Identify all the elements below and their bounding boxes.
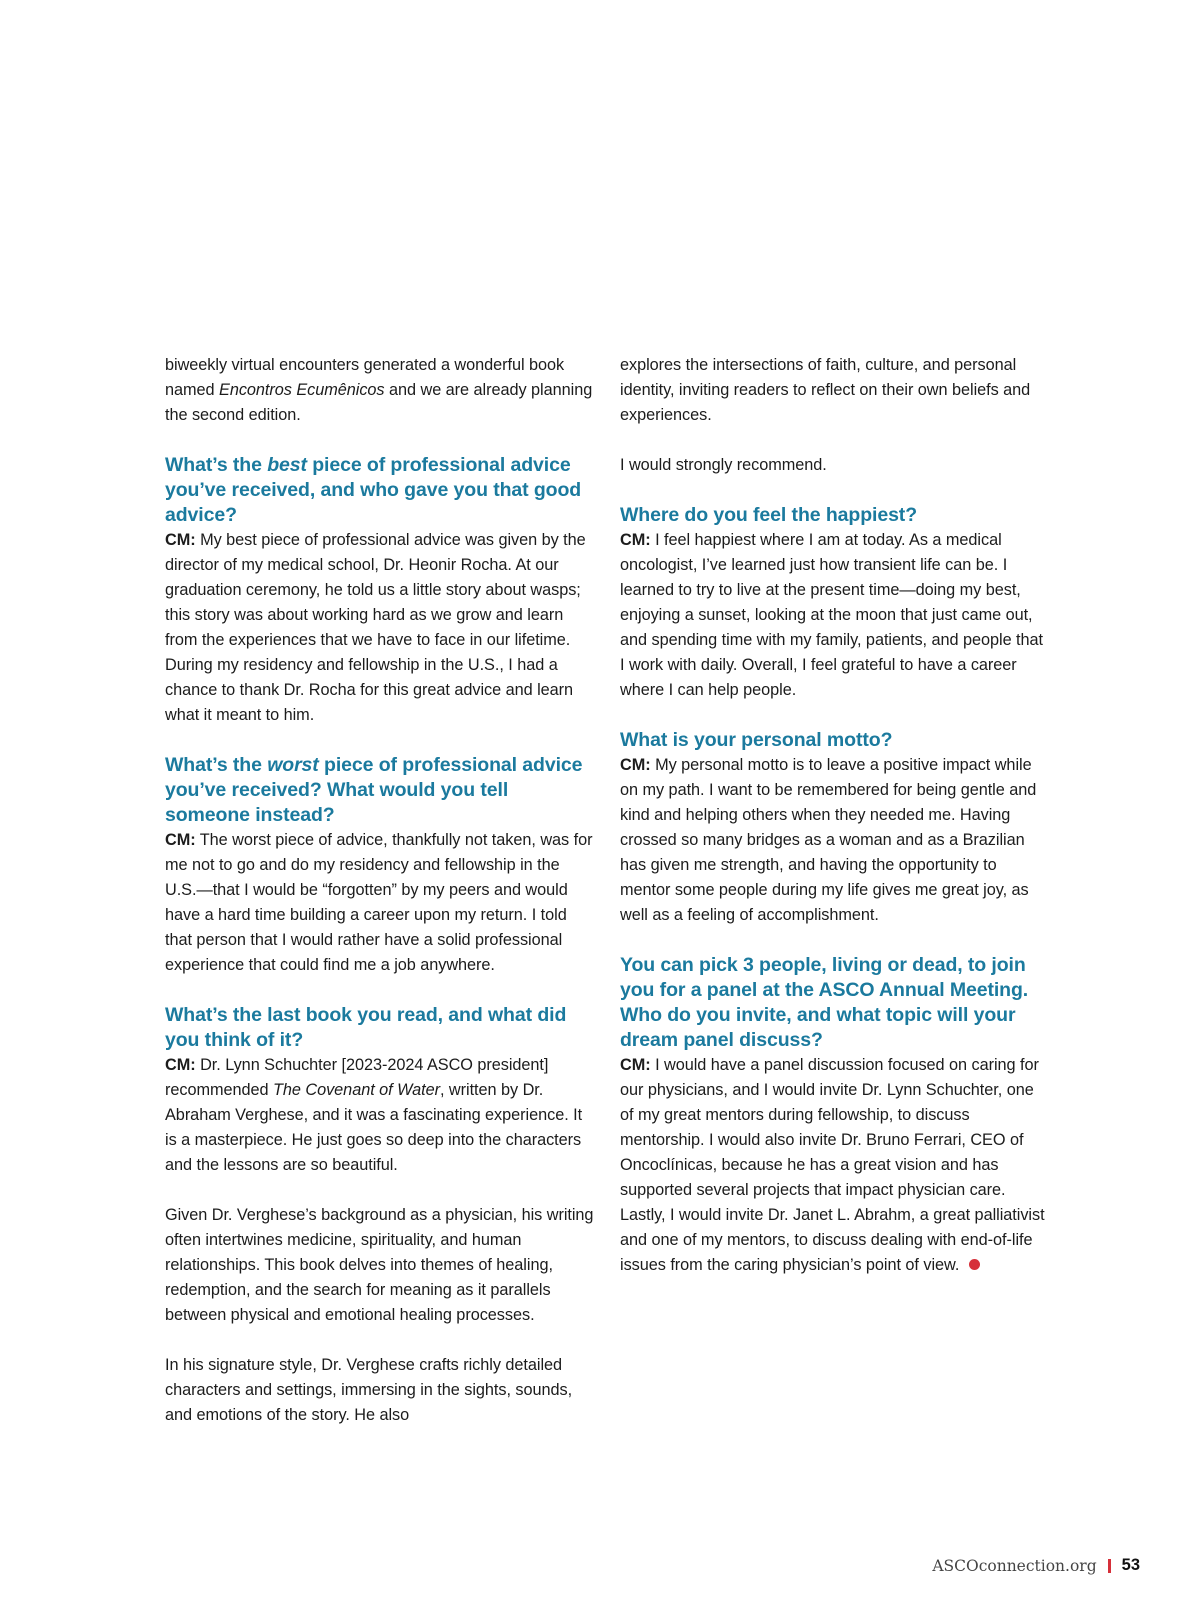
cm-initials: CM: [620,531,651,549]
qa-best-advice [165,453,595,728]
answer-paragraph: CM: I feel happiest where I am at today. As a medical oncologist, I’ve learned just how transient life can be. I learned to try to live at the present time—doing my best, enjoying a sunset, looking at the moon that just came out, and spending time with my family, patients, and people that I work with daily. Overall, I feel grateful to have a career where I can help people. [620,531,1044,699]
question-heading: What’s the worst piece of professional advice you’ve received? What would you tell someone instead? [165,754,583,826]
right-column [620,353,1050,1303]
cm-initials: CM: [165,531,196,549]
question-heading: You can pick 3 people, living or dead, to join you for a panel at the ASCO Annual Meeting. Who do you invite, and what topic will your dream panel discuss? [620,954,1029,1051]
intro-text: biweekly virtual encounters generated a wonderful book named [165,356,565,399]
page-number: 53 [1121,1556,1140,1574]
answer-paragraph: CM: The worst piece of advice, thankfully not taken, was for me not to go and do my residency and fellowship in the U.S.—that I would be “forgotten” by my peers and would have a hard time building a career upon my return. I told that person that I would rather have a solid professional experience that could find me a job anywhere. [165,831,593,974]
book-title: The Covenant of Water [273,1081,440,1099]
page-footer [932,1556,1140,1575]
answer-paragraph: CM: My best piece of professional advice was given by the director of my medical school, Dr. Heonir Rocha. At our graduation ceremony, he told us a little story about wasps; this story was about working hard as we grow and learn from the experiences that we have to face in our lifetime. During my residency and fellowship in the U.S., I had a chance to thank Dr. Rocha for this great advice and learn what it meant to him. [165,531,586,724]
question-heading: What is your personal motto? [620,729,893,751]
end-mark-icon [969,1259,980,1270]
intro-text-end: and we are already planning the second edition. [165,381,593,424]
background-paragraph: Given Dr. Verghese’s background as a physician, his writing often intertwines medicine, spirituality, and human relationships. This book delves into themes of healing, redemption, and the search for meaning as it parallels between physical and emotional healing processes. [165,1206,594,1324]
qa-worst-advice [165,753,595,978]
question-heading: Where do you feel the happiest? [620,504,918,526]
qa-motto [620,728,1050,928]
intro-book-title: Encontros Ecumênicos [219,381,385,399]
intro-paragraph [165,353,595,428]
qa-dream-panel [620,953,1050,1278]
qa-last-book [165,1003,595,1178]
cm-initials: CM: [165,831,196,849]
answer-paragraph: CM: I would have a panel discussion focused on caring for our physicians, and I would invite Dr. Lynn Schuchter, one of my great mentors during fellowship, to discuss mentorship. I would also invite Dr. Bruno Ferrari, CEO of Oncoclínicas, because he has a great vision and has supported several projects that impact physician care. Lastly, I would invite Dr. Janet L. Abrahm, a great palliativist and one of my mentors, to discuss dealing with end-of-life issues from the caring physician’s point of view. [620,1056,1045,1274]
footer-divider [1108,1559,1111,1573]
answer-paragraph: CM: My personal motto is to leave a positive impact while on my path. I want to be remembered for being gentle and kind and helping others when they needed me. Having crossed so many bridges as a woman and as a Brazilian has given me strength, and having the opportunity to mentor some people during my life gives me great joy, as well as a feeling of accomplishment. [620,756,1037,924]
style-paragraph: In his signature style, Dr. Verghese crafts richly detailed characters and settings, immersing in the sights, sounds, and emotions of the story. He also [165,1356,573,1424]
question-heading: What’s the best piece of professional advice you’ve received, and who gave you that good advice? [165,454,582,526]
answer-paragraph: CM: Dr. Lynn Schuchter [2023-2024 ASCO president] recommended The Covenant of Water, written by Dr. Abraham Verghese, and it was a fascinating experience. It is a masterpiece. He just goes so deep into the characters and the lessons are so beautiful. [165,1056,583,1174]
qa-happiest [620,503,1050,703]
question-heading: What’s the last book you read, and what did you think of it? [165,1004,567,1051]
recommend-paragraph: I would strongly recommend. [620,456,827,474]
left-column [165,353,595,1453]
footer-site: ASCOconnection.org [932,1556,1097,1575]
cm-initials: CM: [620,756,651,774]
cm-initials: CM: [620,1056,651,1074]
continued-paragraph: explores the intersections of faith, culture, and personal identity, inviting readers to reflect on their own beliefs and experiences. [620,356,1031,424]
cm-initials: CM: [165,1056,196,1074]
